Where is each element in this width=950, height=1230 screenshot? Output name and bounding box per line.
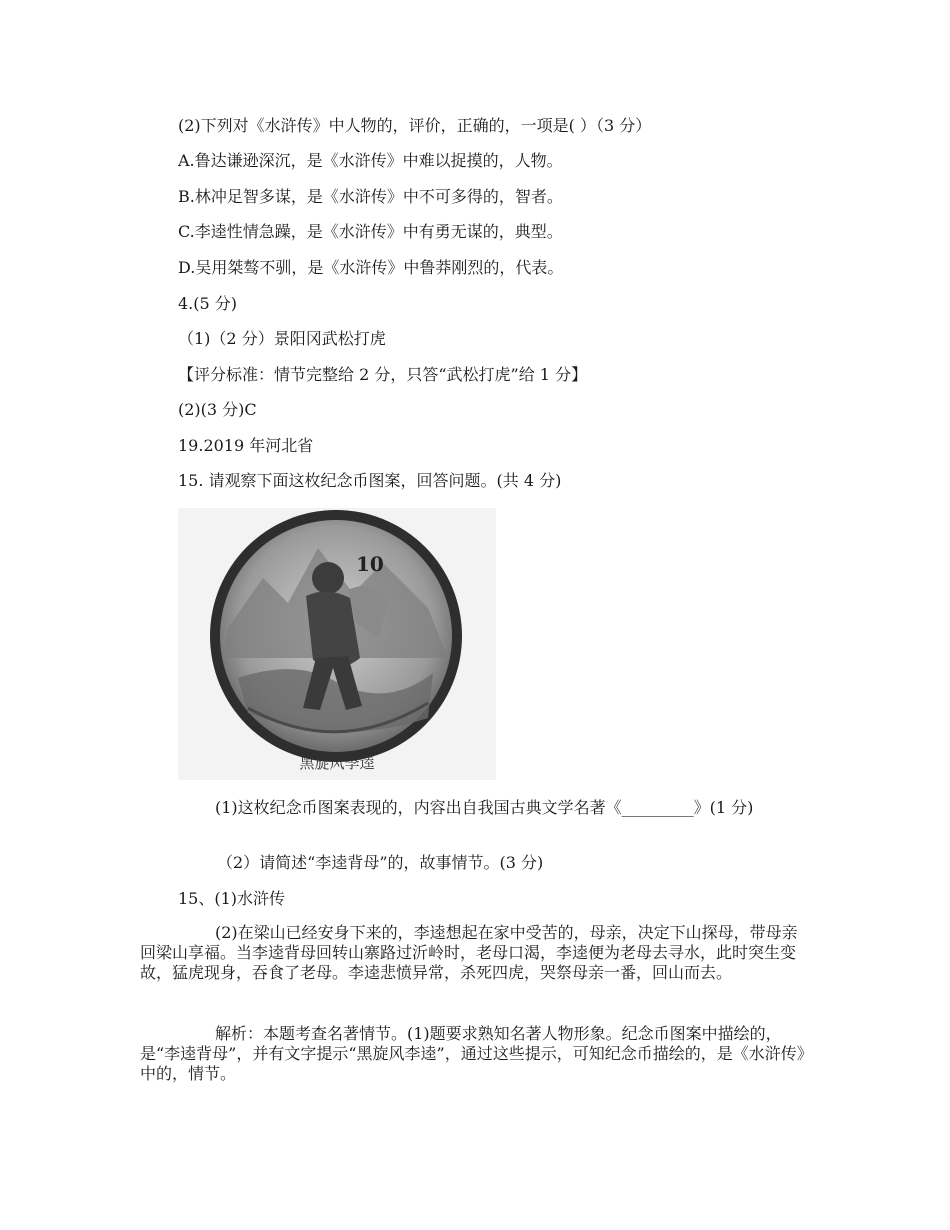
q2-option-c: C.李逵性情急躁，是《水浒传》中有勇无谋的，典型。 (178, 222, 563, 241)
answer4-part2: (2)(3 分)C (178, 400, 257, 419)
q15-subquestion-2: （2）请简述“李逵背母”的，故事情节。(3 分) (217, 853, 544, 872)
q2-stem: (2)下列对《水浒传》中人物的，评价，正确的，一项是( ）（3 分） (178, 116, 652, 135)
answer4-heading: 4.(5 分) (178, 294, 238, 313)
commemorative-coin-image (178, 508, 496, 780)
section-heading: 19.2019 年河北省 (178, 436, 314, 455)
answer15-analysis: 解析：本题考查名著情节。(1)题要求熟知名著人物形象。纪念币图案中描绘的，是“李逵背母”，并有文字提示“黑旋风李逵”，通过这些提示，可知纪念币描绘的，是《水浒传》中的，情节。 (140, 1024, 805, 1083)
q15-subquestion-1: (1)这枚纪念币图案表现的，内容出自我国古典文学名著《_________》(1 分) (215, 798, 754, 817)
q15-stem: 15. 请观察下面这枚纪念币图案，回答问题。(共 4 分) (178, 471, 562, 490)
coin-illustration (178, 508, 496, 780)
coin-denomination: 10 (356, 552, 384, 576)
q2-option-d: D.吴用桀骜不驯，是《水浒传》中鲁莽刚烈的，代表。 (178, 258, 564, 277)
answer4-part1: （1)（2 分）景阳冈武松打虎 (178, 329, 386, 348)
coin-caption: 黑旋风李逵 (299, 754, 375, 772)
answer15-part1: 15、(1)水浒传 (178, 889, 286, 908)
q2-option-a: A.鲁达谦逊深沉，是《水浒传》中难以捉摸的，人物。 (178, 151, 563, 170)
q2-option-b: B.林冲足智多谋，是《水浒传》中不可多得的，智者。 (178, 187, 563, 206)
answer15-part2: (2)在梁山已经安身下来的，李逵想起在家中受苦的，母亲，决定下山探母，带母亲回梁山享福。当李逵背母回转山寨路过沂岭时，老母口渴，李逵便为老母去寻水，此时突生变故，猛虎现身，吞食了老母。李逵悲愤异常，杀死四虎，哭祭母亲一番，回山而去。 (140, 923, 798, 982)
answer4-rubric: 【评分标准：情节完整给 2 分，只答“武松打虎”给 1 分】 (178, 365, 588, 384)
